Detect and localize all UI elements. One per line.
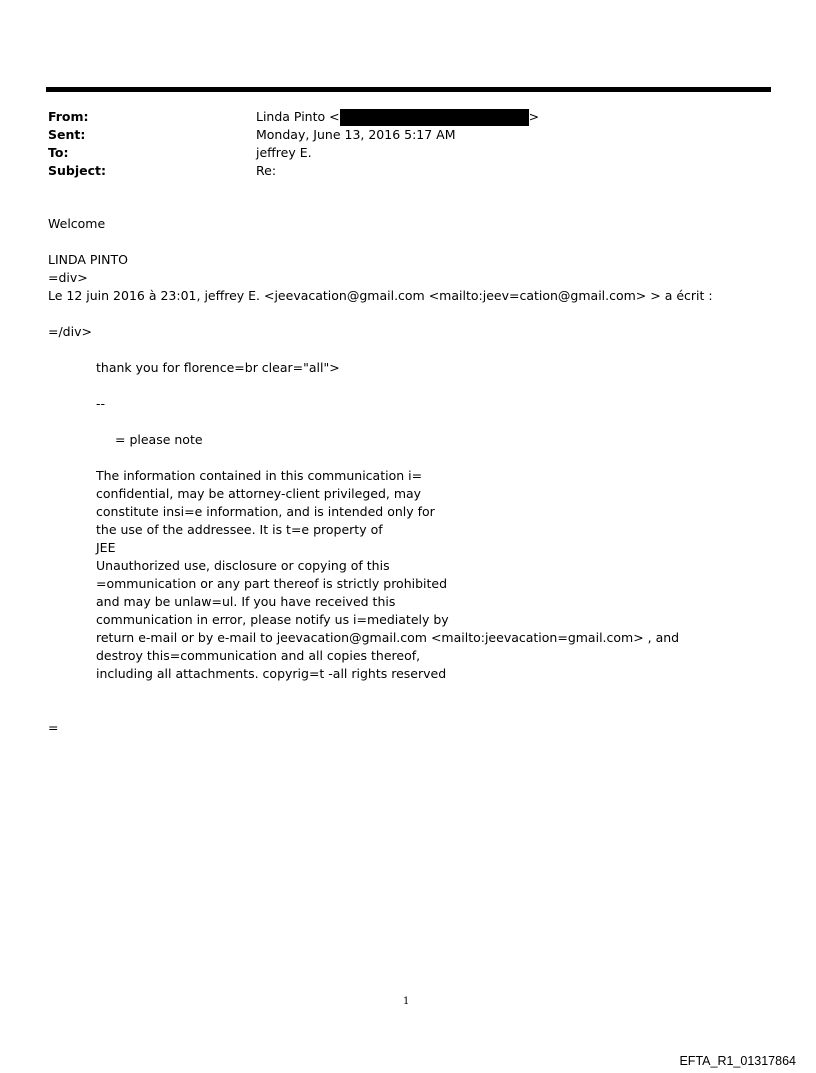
from-row — [48, 108, 539, 126]
signature-line: LINDA PINTO — [48, 252, 128, 267]
sender-name: Linda Pinto < — [256, 109, 340, 124]
header-divider — [46, 87, 771, 92]
disclaimer-line: JEE — [96, 540, 116, 555]
please-note-line: = please note — [115, 432, 203, 447]
disclaimer-line: including all attachments. copyrig=t -all rights reserved — [96, 666, 447, 681]
disclaimer-line: The information contained in this communication i= — [96, 468, 423, 483]
sent-row — [48, 126, 539, 144]
disclaimer-line: return e-mail or by e-mail to jeevacation@gmail.com <mailto:jeevacation=gmail.com> , and — [96, 630, 680, 645]
quote-header-line: Le 12 juin 2016 à 23:01, jeffrey E. <jeevacation@gmail.com <mailto:jeev=cation@gmail.com> > a écrit : — [48, 288, 713, 303]
div-open-line: =div> — [48, 270, 88, 285]
disclaimer-line: communication in error, please notify us i=mediately by — [96, 612, 449, 627]
greeting-line: Welcome — [48, 216, 106, 231]
to-label: To: — [48, 145, 69, 160]
thanks-line: thank you for florence=br clear="all"> — [96, 360, 340, 375]
disclaimer-line: Unauthorized use, disclosure or copying of this — [96, 558, 390, 573]
to-row — [48, 144, 539, 162]
document-id: EFTA_R1_01317864 — [679, 1054, 796, 1068]
email-header — [48, 108, 539, 180]
sender-bracket-close: > — [528, 109, 540, 124]
subject-value: Re: — [256, 163, 277, 178]
disclaimer-line: =ommunication or any part thereof is strictly prohibited — [96, 576, 448, 591]
redaction-box — [340, 109, 529, 126]
subject-label: Subject: — [48, 163, 106, 178]
disclaimer-line: constitute insi=e information, and is intended only for — [96, 504, 435, 519]
to-value: jeffrey E. — [256, 145, 312, 160]
div-close-line: =/div> — [48, 324, 92, 339]
from-value — [256, 108, 539, 126]
from-label: From: — [48, 109, 89, 124]
trailing-equals: = — [48, 720, 59, 735]
disclaimer-line: destroy this=communication and all copies thereof, — [96, 648, 421, 663]
disclaimer-line: the use of the addressee. It is t=e property of — [96, 522, 383, 537]
disclaimer-line: confidential, may be attorney-client privileged, may — [96, 486, 422, 501]
dashes-line: -- — [96, 396, 106, 411]
page-number: 1 — [403, 996, 410, 1007]
sent-value: Monday, June 13, 2016 5:17 AM — [256, 127, 456, 142]
disclaimer-line: and may be unlaw=ul. If you have received this — [96, 594, 396, 609]
sent-label: Sent: — [48, 127, 86, 142]
subject-row — [48, 162, 539, 180]
